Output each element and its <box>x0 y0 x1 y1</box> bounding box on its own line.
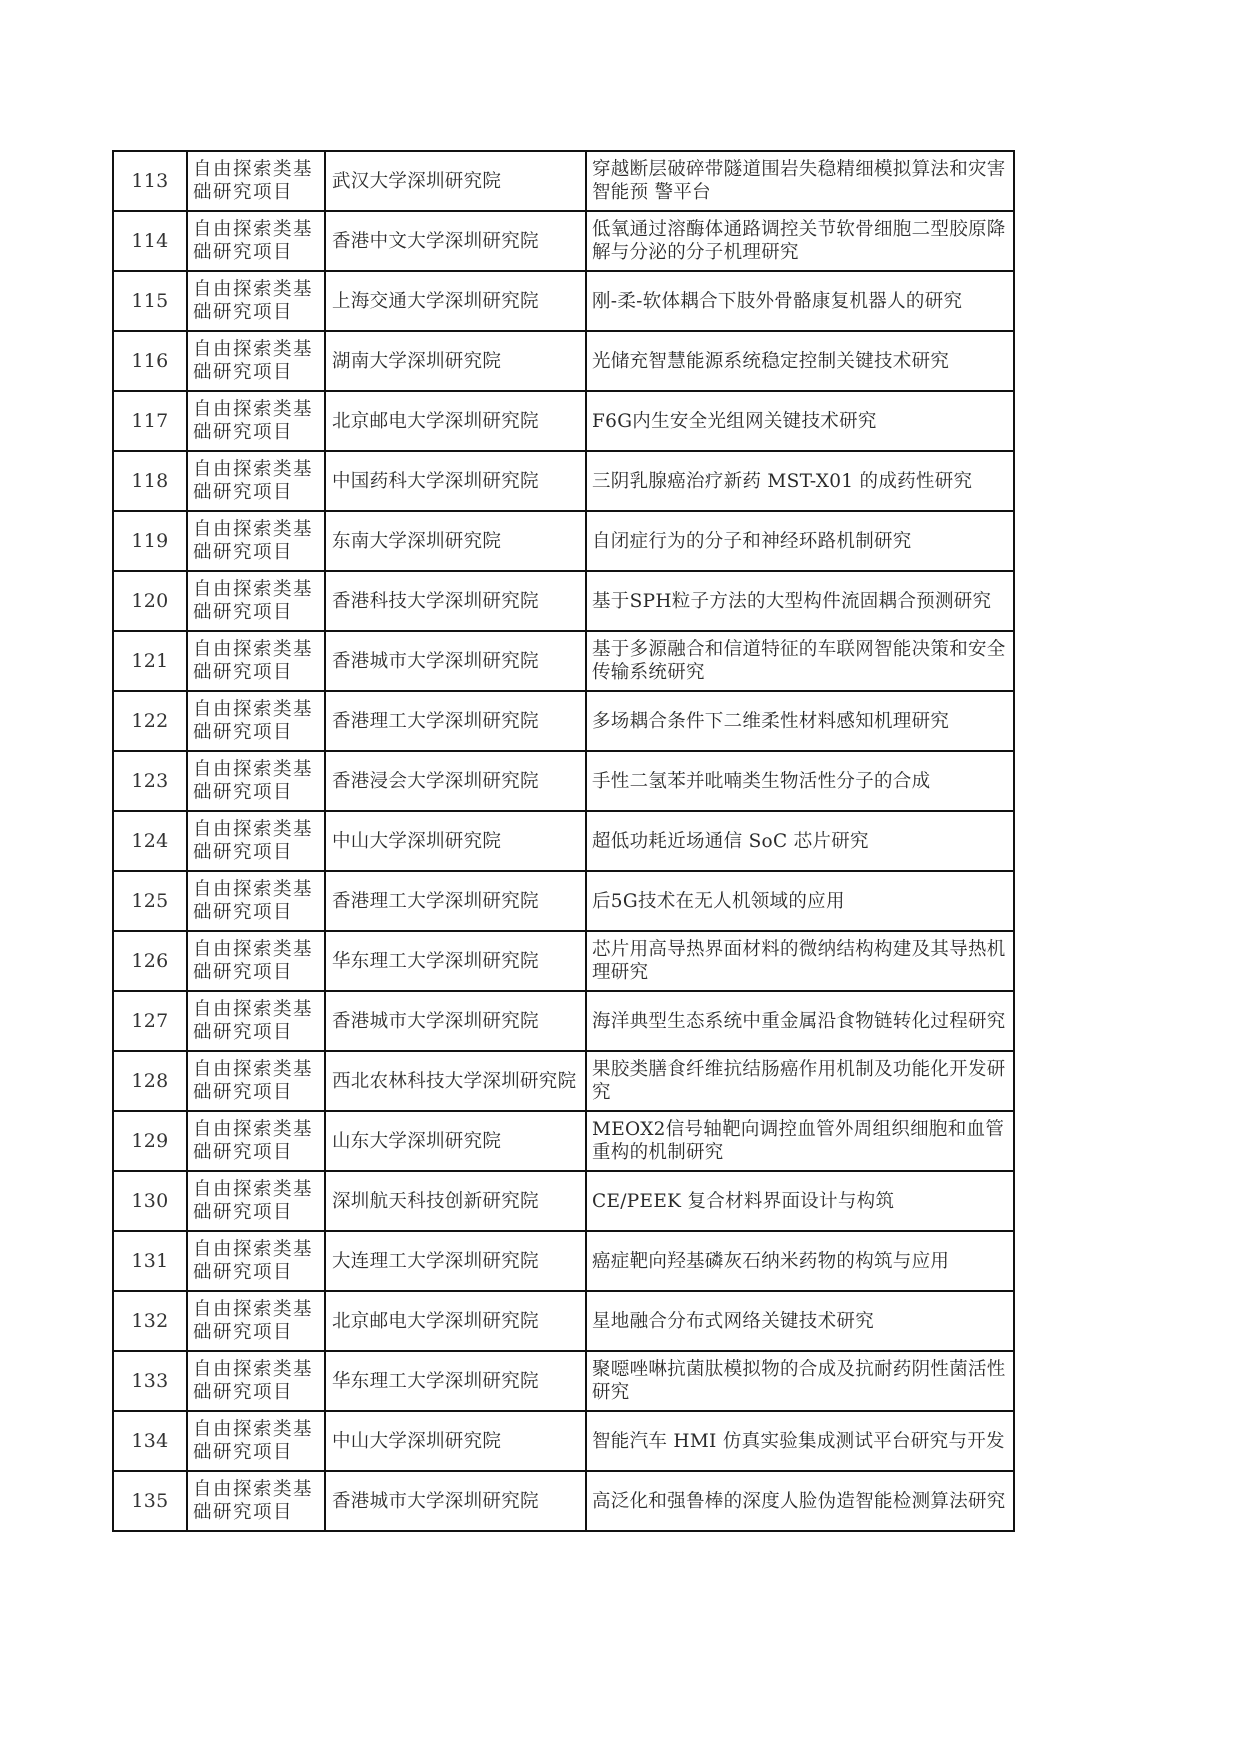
institution-cell: 东南大学深圳研究院 <box>325 511 586 571</box>
project-title-cell: 癌症靶向羟基磷灰石纳米药物的构筑与应用 <box>586 1231 1014 1291</box>
row-number-cell: 127 <box>113 991 187 1051</box>
row-number-cell: 133 <box>113 1351 187 1411</box>
institution-cell: 上海交通大学深圳研究院 <box>325 271 586 331</box>
document-page <box>112 150 1013 1532</box>
project-title-cell: 多场耦合条件下二维柔性材料感知机理研究 <box>586 691 1014 751</box>
institution-cell: 香港理工大学深圳研究院 <box>325 871 586 931</box>
project-title-cell: 芯片用高导热界面材料的微纳结构构建及其导热机理研究 <box>586 931 1014 991</box>
project-type-cell: 自由探索类基础研究项目 <box>187 1051 325 1111</box>
row-number-cell: 130 <box>113 1171 187 1231</box>
institution-cell: 华东理工大学深圳研究院 <box>325 1351 586 1411</box>
institution-cell: 深圳航天科技创新研究院 <box>325 1171 586 1231</box>
table-row <box>113 451 1014 511</box>
project-type-cell: 自由探索类基础研究项目 <box>187 211 325 271</box>
project-title-cell: 手性二氢苯并吡喃类生物活性分子的合成 <box>586 751 1014 811</box>
project-title-cell: 超低功耗近场通信 SoC 芯片研究 <box>586 811 1014 871</box>
table-row <box>113 1351 1014 1411</box>
table-row <box>113 211 1014 271</box>
project-type-cell: 自由探索类基础研究项目 <box>187 631 325 691</box>
row-number-cell: 125 <box>113 871 187 931</box>
project-title-cell: CE/PEEK 复合材料界面设计与构筑 <box>586 1171 1014 1231</box>
project-type-cell: 自由探索类基础研究项目 <box>187 151 325 211</box>
project-type-cell: 自由探索类基础研究项目 <box>187 451 325 511</box>
institution-cell: 西北农林科技大学深圳研究院 <box>325 1051 586 1111</box>
project-type-cell: 自由探索类基础研究项目 <box>187 691 325 751</box>
institution-cell: 湖南大学深圳研究院 <box>325 331 586 391</box>
row-number-cell: 117 <box>113 391 187 451</box>
institution-cell: 中山大学深圳研究院 <box>325 811 586 871</box>
institution-cell: 香港城市大学深圳研究院 <box>325 1471 586 1531</box>
table-row <box>113 1411 1014 1471</box>
row-number-cell: 124 <box>113 811 187 871</box>
project-type-cell: 自由探索类基础研究项目 <box>187 271 325 331</box>
institution-cell: 香港科技大学深圳研究院 <box>325 571 586 631</box>
row-number-cell: 131 <box>113 1231 187 1291</box>
project-title-cell: 智能汽车 HMI 仿真实验集成测试平台研究与开发 <box>586 1411 1014 1471</box>
row-number-cell: 134 <box>113 1411 187 1471</box>
row-number-cell: 126 <box>113 931 187 991</box>
table-row <box>113 751 1014 811</box>
project-title-cell: 基于多源融合和信道特征的车联网智能决策和安全传输系统研究 <box>586 631 1014 691</box>
table-row <box>113 1171 1014 1231</box>
project-title-cell: 星地融合分布式网络关键技术研究 <box>586 1291 1014 1351</box>
table-row <box>113 691 1014 751</box>
row-number-cell: 122 <box>113 691 187 751</box>
institution-cell: 香港中文大学深圳研究院 <box>325 211 586 271</box>
project-type-cell: 自由探索类基础研究项目 <box>187 1351 325 1411</box>
row-number-cell: 128 <box>113 1051 187 1111</box>
project-title-cell: 聚噁唑啉抗菌肽模拟物的合成及抗耐药阴性菌活性研究 <box>586 1351 1014 1411</box>
project-title-cell: F6G内生安全光组网关键技术研究 <box>586 391 1014 451</box>
project-type-cell: 自由探索类基础研究项目 <box>187 991 325 1051</box>
table-row <box>113 391 1014 451</box>
table-row <box>113 811 1014 871</box>
row-number-cell: 119 <box>113 511 187 571</box>
project-type-cell: 自由探索类基础研究项目 <box>187 511 325 571</box>
row-number-cell: 114 <box>113 211 187 271</box>
project-title-cell: 穿越断层破碎带隧道围岩失稳精细模拟算法和灾害智能预 警平台 <box>586 151 1014 211</box>
project-type-cell: 自由探索类基础研究项目 <box>187 331 325 391</box>
project-type-cell: 自由探索类基础研究项目 <box>187 811 325 871</box>
row-number-cell: 120 <box>113 571 187 631</box>
project-title-cell: 后5G技术在无人机领域的应用 <box>586 871 1014 931</box>
institution-cell: 中山大学深圳研究院 <box>325 1411 586 1471</box>
row-number-cell: 115 <box>113 271 187 331</box>
project-type-cell: 自由探索类基础研究项目 <box>187 1171 325 1231</box>
institution-cell: 武汉大学深圳研究院 <box>325 151 586 211</box>
table-row <box>113 631 1014 691</box>
table-row <box>113 571 1014 631</box>
project-type-cell: 自由探索类基础研究项目 <box>187 1111 325 1171</box>
table-row <box>113 931 1014 991</box>
institution-cell: 香港理工大学深圳研究院 <box>325 691 586 751</box>
project-type-cell: 自由探索类基础研究项目 <box>187 931 325 991</box>
row-number-cell: 116 <box>113 331 187 391</box>
project-title-cell: 自闭症行为的分子和神经环路机制研究 <box>586 511 1014 571</box>
project-type-cell: 自由探索类基础研究项目 <box>187 751 325 811</box>
table-body <box>113 151 1014 1531</box>
institution-cell: 香港浸会大学深圳研究院 <box>325 751 586 811</box>
institution-cell: 香港城市大学深圳研究院 <box>325 991 586 1051</box>
institution-cell: 大连理工大学深圳研究院 <box>325 1231 586 1291</box>
row-number-cell: 113 <box>113 151 187 211</box>
table-row <box>113 331 1014 391</box>
institution-cell: 香港城市大学深圳研究院 <box>325 631 586 691</box>
project-type-cell: 自由探索类基础研究项目 <box>187 571 325 631</box>
project-title-cell: 光储充智慧能源系统稳定控制关键技术研究 <box>586 331 1014 391</box>
project-type-cell: 自由探索类基础研究项目 <box>187 391 325 451</box>
row-number-cell: 129 <box>113 1111 187 1171</box>
table-row <box>113 871 1014 931</box>
institution-cell: 北京邮电大学深圳研究院 <box>325 391 586 451</box>
project-type-cell: 自由探索类基础研究项目 <box>187 1231 325 1291</box>
institution-cell: 中国药科大学深圳研究院 <box>325 451 586 511</box>
institution-cell: 山东大学深圳研究院 <box>325 1111 586 1171</box>
row-number-cell: 121 <box>113 631 187 691</box>
project-type-cell: 自由探索类基础研究项目 <box>187 1291 325 1351</box>
table-row <box>113 511 1014 571</box>
institution-cell: 北京邮电大学深圳研究院 <box>325 1291 586 1351</box>
row-number-cell: 132 <box>113 1291 187 1351</box>
table-row <box>113 1111 1014 1171</box>
project-title-cell: 三阴乳腺癌治疗新药 MST-X01 的成药性研究 <box>586 451 1014 511</box>
project-title-cell: 果胶类膳食纤维抗结肠癌作用机制及功能化开发研究 <box>586 1051 1014 1111</box>
project-title-cell: MEOX2信号轴靶向调控血管外周组织细胞和血管重构的机制研究 <box>586 1111 1014 1171</box>
row-number-cell: 118 <box>113 451 187 511</box>
project-title-cell: 高泛化和强鲁棒的深度人脸伪造智能检测算法研究 <box>586 1471 1014 1531</box>
row-number-cell: 135 <box>113 1471 187 1531</box>
table-row <box>113 1471 1014 1531</box>
project-list-table <box>112 150 1015 1532</box>
project-type-cell: 自由探索类基础研究项目 <box>187 871 325 931</box>
project-title-cell: 刚-柔-软体耦合下肢外骨骼康复机器人的研究 <box>586 271 1014 331</box>
project-title-cell: 海洋典型生态系统中重金属沿食物链转化过程研究 <box>586 991 1014 1051</box>
table-row <box>113 271 1014 331</box>
table-row <box>113 151 1014 211</box>
project-type-cell: 自由探索类基础研究项目 <box>187 1471 325 1531</box>
table-row <box>113 1291 1014 1351</box>
table-row <box>113 1231 1014 1291</box>
table-row <box>113 991 1014 1051</box>
project-title-cell: 基于SPH粒子方法的大型构件流固耦合预测研究 <box>586 571 1014 631</box>
row-number-cell: 123 <box>113 751 187 811</box>
project-type-cell: 自由探索类基础研究项目 <box>187 1411 325 1471</box>
institution-cell: 华东理工大学深圳研究院 <box>325 931 586 991</box>
project-title-cell: 低氧通过溶酶体通路调控关节软骨细胞二型胶原降解与分泌的分子机理研究 <box>586 211 1014 271</box>
table-row <box>113 1051 1014 1111</box>
